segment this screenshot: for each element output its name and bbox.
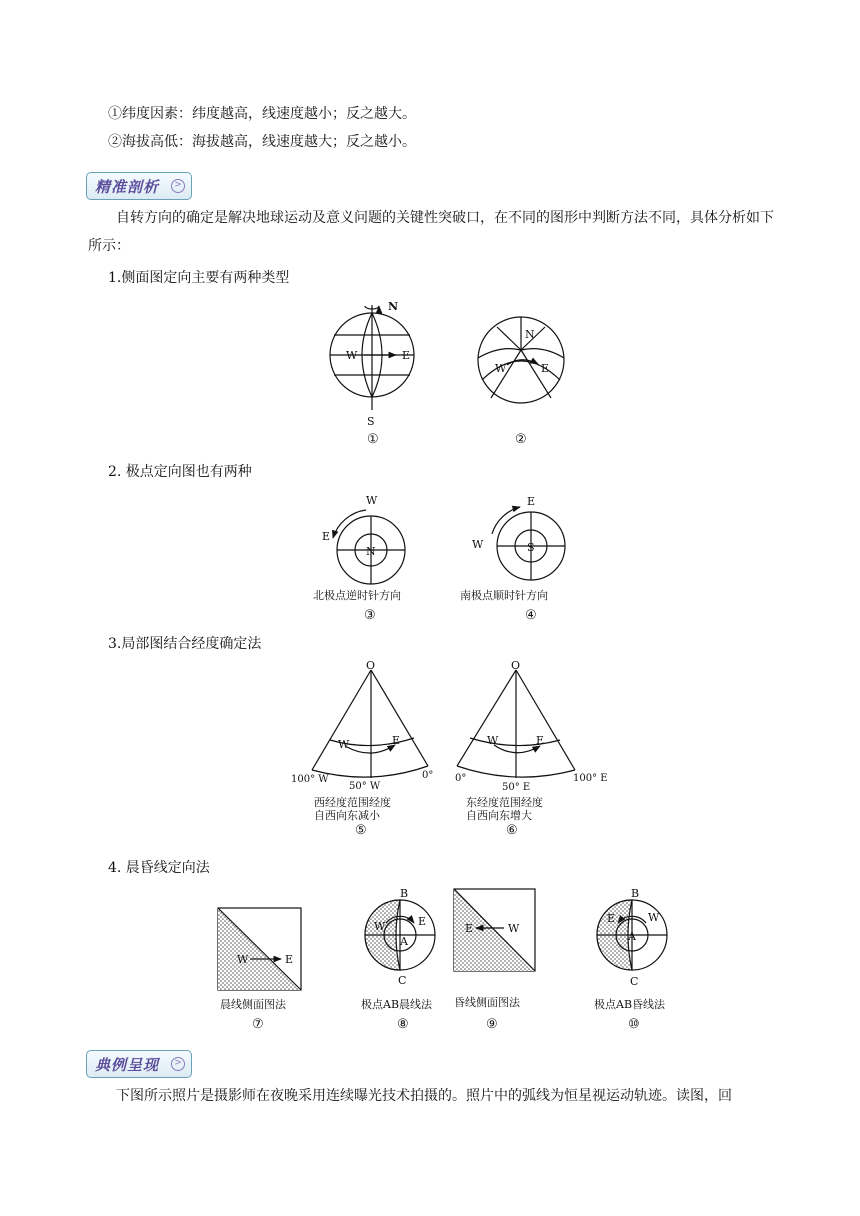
- label-west: W: [472, 538, 484, 551]
- diagram-dawn-side: [218, 908, 301, 990]
- fig-number-6: ⑥: [506, 823, 518, 838]
- label-b: B: [631, 887, 640, 900]
- label-south: S: [367, 415, 375, 428]
- label-east: E: [418, 915, 427, 928]
- diagram-oblique-globe: [478, 317, 564, 403]
- caption-4: 南极点顺时针方向: [460, 589, 548, 602]
- label-east: E: [285, 953, 294, 966]
- heading-partial-view: 3.局部图结合经度确定法: [108, 636, 262, 652]
- label-east: E: [607, 912, 616, 925]
- label-north: N: [525, 328, 535, 341]
- fig-number-7: ⑦: [252, 1017, 264, 1032]
- label-east: E: [392, 734, 401, 747]
- lon-50e: 50° E: [502, 782, 531, 793]
- note-latitude: ①纬度因素：纬度越高，线速度越小；反之越大。: [108, 106, 416, 122]
- label-west: W: [487, 734, 499, 747]
- heading-side-view: 1.侧面图定向主要有两种类型: [108, 270, 290, 286]
- caption-6a: 东经度范围经度: [466, 796, 543, 809]
- fig-number-3: ③: [364, 608, 376, 623]
- fig-number-4: ④: [525, 608, 537, 623]
- example-paragraph: 下图所示照片是摄影师在夜晚采用连续曝光技术拍摄的。照片中的弧线为恒星视运动轨迹。读图，回: [116, 1088, 732, 1104]
- label-west: W: [366, 494, 378, 507]
- fig-number-2: ②: [515, 432, 527, 447]
- label-east: E: [527, 495, 536, 508]
- caption-5a: 西经度范围经度: [314, 796, 391, 809]
- label-west: W: [338, 738, 350, 751]
- diagram-west-sector: [312, 670, 428, 778]
- label-west: W: [508, 922, 520, 935]
- label-west: W: [237, 953, 249, 966]
- caption-8: 极点AB晨线法: [361, 998, 433, 1011]
- label-east: E: [465, 922, 474, 935]
- fig-number-10: ⑩: [628, 1017, 640, 1032]
- label-south: S: [527, 541, 535, 554]
- label-origin: O: [511, 659, 521, 672]
- lon-0: 0°: [455, 773, 467, 784]
- lon-100w: 100° W: [291, 774, 329, 785]
- label-north: N: [366, 545, 376, 558]
- lon-0: 0°: [422, 770, 434, 781]
- label-east: E: [536, 734, 545, 747]
- note-altitude: ②海拔高低：海拔越高，线速度越大；反之越小。: [108, 134, 416, 150]
- caption-5b: 自西向东减小: [314, 809, 380, 822]
- fig-number-9: ⑨: [486, 1017, 498, 1032]
- caption-7: 晨线侧面图法: [220, 998, 286, 1011]
- caption-9: 昏线侧面图法: [454, 996, 520, 1009]
- caption-10: 极点AB昏线法: [594, 998, 666, 1011]
- label-east: E: [402, 349, 411, 362]
- heading-terminator: 4. 晨昏线定向法: [108, 860, 210, 876]
- arrow-circle-icon: >: [171, 1057, 185, 1071]
- label-west: W: [648, 911, 660, 924]
- label-origin: O: [366, 659, 376, 672]
- caption-3: 北极点逆时针方向: [313, 589, 401, 602]
- label-b: B: [400, 887, 409, 900]
- label-west: W: [346, 349, 358, 362]
- label-east: E: [541, 362, 550, 375]
- heading-pole-view: 2. 极点定向图也有两种: [108, 464, 252, 480]
- label-c: C: [630, 975, 639, 988]
- lon-100e: 100° E: [573, 773, 608, 784]
- arrow-circle-icon: >: [171, 179, 185, 193]
- label-east: E: [322, 530, 331, 543]
- badge-analysis-label: 精准剖析: [95, 178, 160, 196]
- intro-paragraph: 自转方向的确定是解决地球运动及意义问题的关键性突破口，在不同的图形中判断方法不同，具体分析如下所示：: [88, 210, 774, 254]
- label-a: A: [400, 935, 408, 948]
- fig-number-1: ①: [367, 432, 379, 447]
- lon-50w: 50° W: [349, 781, 381, 792]
- label-west: W: [374, 920, 386, 933]
- diagram-east-sector: [457, 670, 575, 778]
- label-c: C: [398, 974, 407, 987]
- caption-6b: 自西向东增大: [466, 809, 532, 822]
- badge-example-label: 典例呈现: [95, 1056, 160, 1074]
- fig-number-5: ⑤: [355, 823, 367, 838]
- label-west: W: [495, 362, 507, 375]
- label-north: N: [388, 300, 399, 313]
- label-a: A: [628, 930, 636, 943]
- fig-number-8: ⑧: [397, 1017, 409, 1032]
